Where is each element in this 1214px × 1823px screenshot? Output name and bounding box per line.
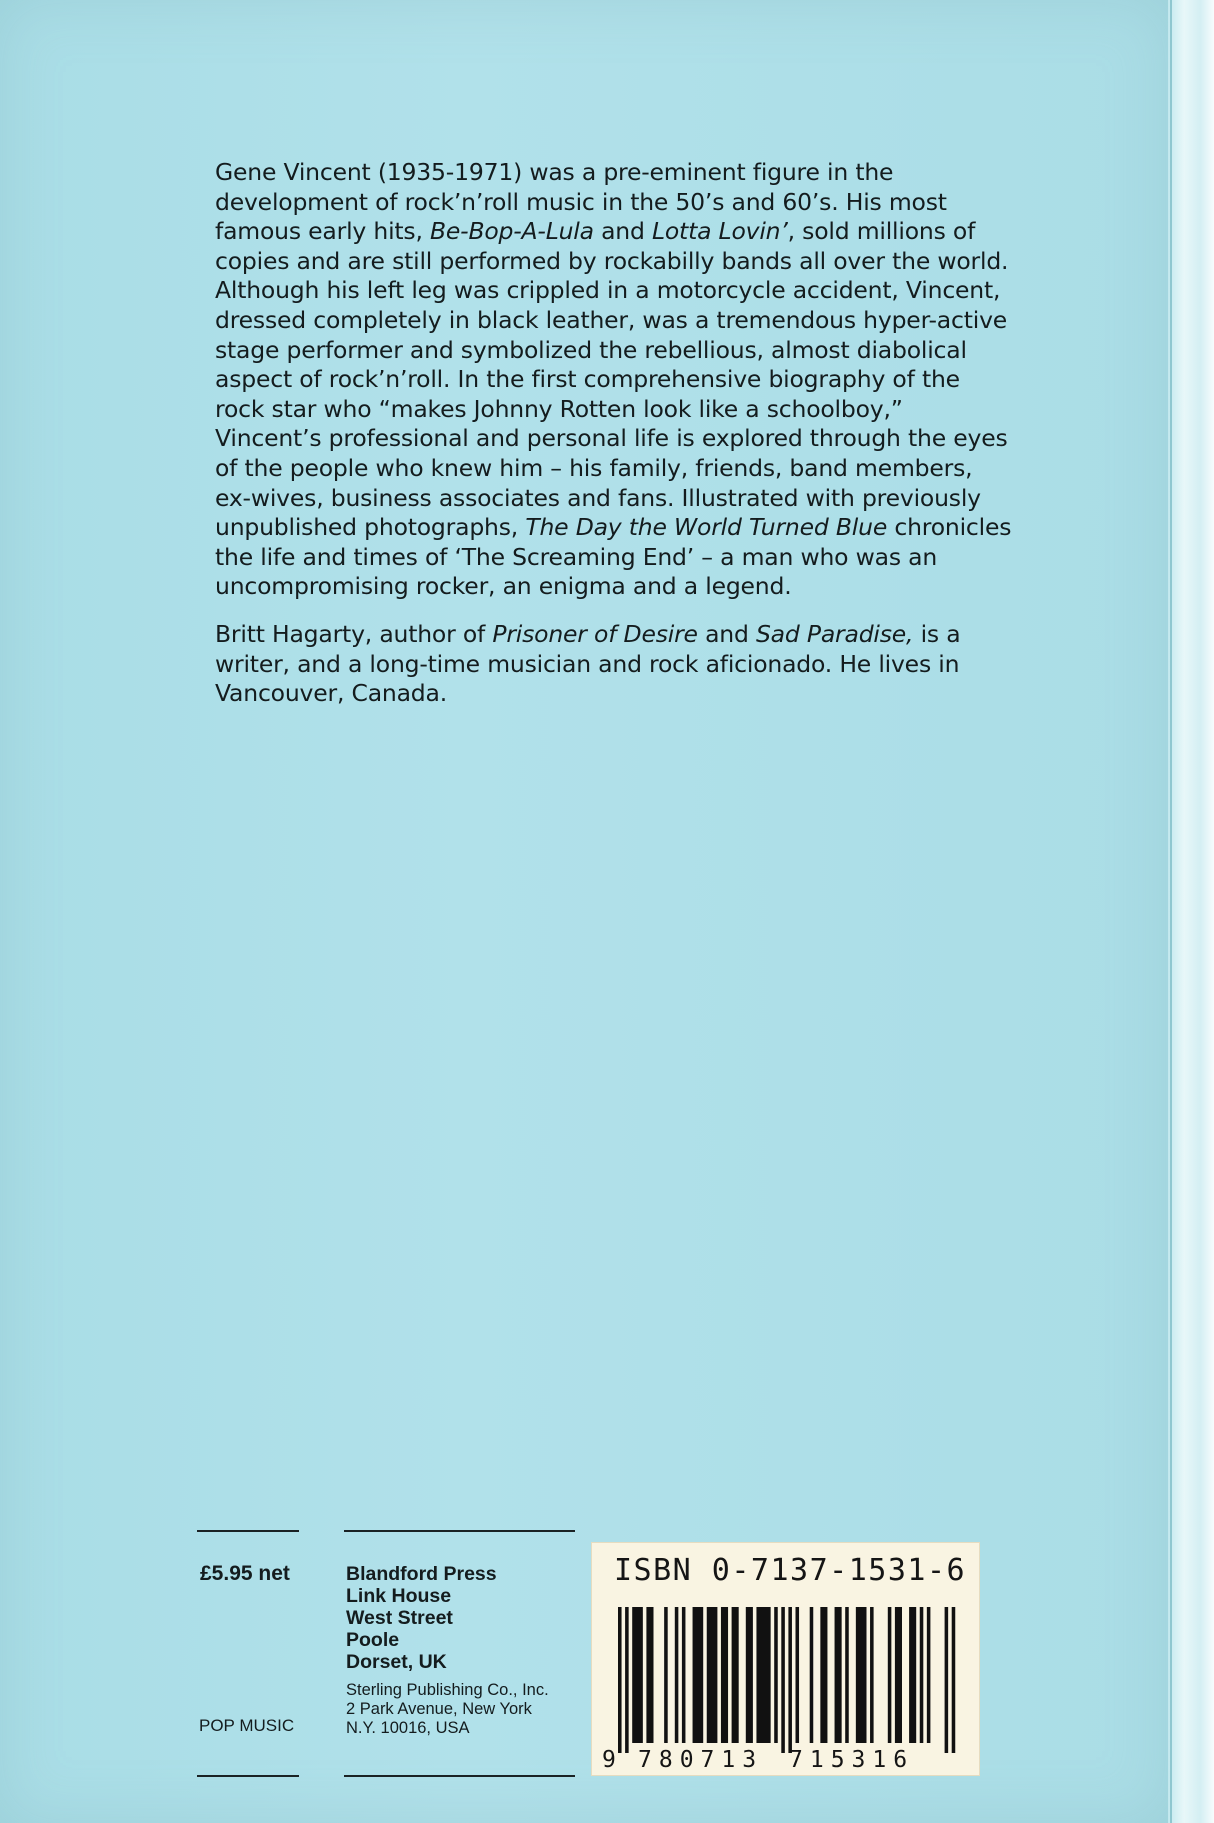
barcode-bar <box>646 1607 653 1743</box>
italic-title-text: Prisoner of Desire <box>492 619 698 648</box>
body-text: and <box>593 217 652 246</box>
barcode-bar <box>774 1607 778 1743</box>
barcode-lead-digit: 9 <box>602 1747 616 1773</box>
distributor-line: Sterling Publishing Co., Inc. <box>346 1681 549 1699</box>
publisher-line: Dorset, UK <box>346 1651 447 1673</box>
body-text: is a writer, and a long-time musician and rock aficionado. He lives in Vancouver, Canada. <box>215 619 961 708</box>
italic-title-text: The Day the World Turned Blue <box>525 513 888 542</box>
body-text: chronicles the life and times of ‘The Screaming End’ – a man who was an uncompromising rocker, an enigma and a legend. <box>215 513 1012 601</box>
divider-rule <box>344 1530 575 1532</box>
author-bio-paragraph <box>215 620 1015 709</box>
blurb-text <box>215 158 1015 727</box>
barcode-bar <box>820 1607 827 1743</box>
barcode-bar <box>693 1607 704 1743</box>
barcode-bar <box>810 1607 814 1743</box>
barcode-bar <box>920 1607 924 1743</box>
barcode-bar <box>788 1607 792 1753</box>
barcode-bar <box>664 1607 668 1743</box>
italic-title-text: Be-Bop-A-Lula <box>430 217 594 246</box>
barcode-bar <box>895 1607 902 1743</box>
body-text: Gene Vincent (1935-1971) was a pre-eminent figure in the development of rock’n’roll music in the 50’s and 60’s. His most famous early hits, <box>215 158 947 246</box>
distributor-line: N.Y. 10016, USA <box>346 1719 470 1737</box>
body-text: , sold millions of copies and are still performed by rockabilly bands all over the world. Although his left leg was crippled in a motorcycle accident, Vincent, dressed completely in black leather, was a tremendous hyper-active stage performer and symbolized the rebellious, almost diabolical aspect of rock’n’roll. In the first comprehensive biography of the rock star who “makes Johnny Rotten look like a schoolboy,” Vincent’s professional and personal life is explored through the eyes of the people who knew him – his family, friends, band members, ex-wives, business associates and fans. Illustrated with previously unpublished photographs, <box>215 217 1009 542</box>
barcode-bar <box>721 1607 728 1743</box>
price-label: £5.95 net <box>200 1562 290 1585</box>
divider-rule <box>344 1775 575 1777</box>
barcode-bar <box>732 1607 739 1743</box>
book-description-paragraph <box>215 158 1015 602</box>
barcode-bar <box>796 1607 800 1743</box>
publisher-line: Poole <box>346 1629 400 1651</box>
italic-title-text: Lotta Lovin’ <box>651 217 788 246</box>
barcode-bar <box>618 1607 622 1753</box>
page-edge-line <box>1170 0 1172 1823</box>
barcode-left-digits: 780713 <box>638 1747 764 1773</box>
divider-rule <box>197 1775 299 1777</box>
barcode-right-digits: 715316 <box>789 1747 915 1773</box>
publisher-line: Blandford Press <box>346 1563 497 1585</box>
barcode-bar <box>870 1607 874 1743</box>
divider-rule <box>197 1530 299 1532</box>
barcode-bar <box>845 1607 849 1743</box>
barcode-bar <box>927 1607 931 1743</box>
barcode-bar <box>707 1607 718 1743</box>
barcode-bar <box>835 1607 842 1743</box>
barcode-bar <box>945 1607 949 1753</box>
barcode-bar <box>888 1607 892 1743</box>
barcode-bar <box>756 1607 770 1743</box>
publisher-address <box>346 1563 497 1673</box>
barcode-bar <box>952 1607 956 1753</box>
body-text: Britt Hagarty, author of <box>215 619 493 648</box>
publisher-line: West Street <box>346 1607 453 1629</box>
body-text: and <box>697 619 756 648</box>
barcode-bars <box>592 1543 979 1775</box>
barcode-bar <box>632 1607 643 1743</box>
italic-title-text: Sad Paradise, <box>755 619 914 648</box>
distributor-address <box>346 1681 549 1738</box>
category-label: POP MUSIC <box>199 1716 295 1735</box>
barcode-bar <box>781 1607 785 1753</box>
barcode-bar <box>675 1607 679 1743</box>
barcode-bar <box>625 1607 629 1753</box>
barcode-sticker <box>591 1542 980 1776</box>
page-edge <box>1168 0 1214 1823</box>
isbn-number: ISBN 0-7137-1531-6 <box>614 1553 967 1588</box>
barcode-digits <box>592 1747 979 1777</box>
barcode-bar <box>856 1607 867 1743</box>
barcode-bar <box>746 1607 753 1743</box>
distributor-line: 2 Park Avenue, New York <box>346 1700 532 1718</box>
publisher-line: Link House <box>346 1585 452 1607</box>
barcode-bar <box>909 1607 916 1743</box>
barcode-bar <box>682 1607 686 1743</box>
